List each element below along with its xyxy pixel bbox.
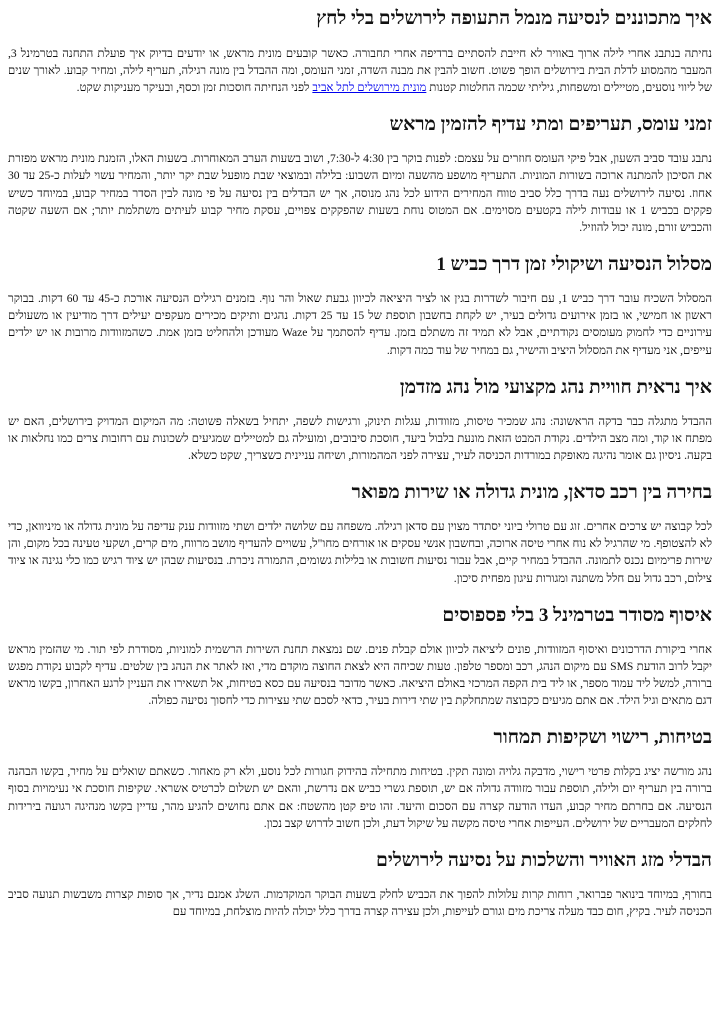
section-body-driver-experience: ההבדל מתגלה כבר בדקה הראשונה: נהג שמכיר טיסות, מזוודות, עגלות תינוק, ורגישות לשפה, יתחיל בשאלה פשוטה: מה המיקום המדויק בירושלים, האם יש מפתח או קוד, ומה מצב הילדים. נקודת המבט הזאת מונעת בלבול ביעד, חוסכת סיבובים, ומועילה גם למטיילים שמגיעים לשכונות עם רחובות צרים כמו נחלאות או בקעה. ניסיון גם אומר נהיגה מאופקת במורדות הכניסה לעיר, עצירה לפני המהמורות, ושיחה עניינית כשצריך, שקט כשלא. — [8, 414, 712, 463]
intro-text-before-link: נחיתה בנתבג אחרי לילה ארוך באוויר לא חייבת להסתיים ברדיפה אחרי תחבורה. כאשר קובעים מונית מראש, או יודעים בדיוק איך פועלת התחנה בטרמינל 3, המעבר מהמסוע לדלת הבית בירושלים הופך פשוט. חשוב להבין את מבנה השדה, זמני העומס, ומה ההבדל בין מונה רגילה, תעריף לילה, ומחיר קבוע. לאורך שנים של ליווי נוסעים, מטיילים ומשפחות, גיליתי שכמה החלטות קטנות — [8, 46, 712, 95]
intro-text-after-link: לפני הנחיתה חוסכות זמן וכסף, ובעיקר מעניקות שקט. — [76, 81, 313, 95]
taxi-jerusalem-tel-aviv-link[interactable]: מונית מירושלים לתל אביב — [312, 81, 427, 95]
section-body-weather: בחורף, במיוחד בינואר פברואר, רוחות קרות עלולות להפוך את הכביש לחלק בשעות הבוקר המוקדמות. השלג אמנם נדיר, אך סופות קצרות משבשות תנועה סביב הכניסה לעיר. בקיץ, חום כבד מעלה צריכת מים וגורם לעייפות, ולכן עצירה קצרה בדרך כלל יכולה להיות מוצלחת, במיוחד עם — [8, 887, 712, 919]
section-heading-weather: הבדלי מזג האוויר והשלכות על נסיעה לירושלים — [376, 850, 712, 872]
section-body-terminal-pickup: אחרי ביקורת הדרכונים ואיסוף המזוודות, פונים ליציאה לכיוון אולם קבלת פנים. שם נמצאת תחנת השירות הרשמית למוניות, מסודרת לפי תור. מי שהזמין מראש יקבל לרוב הודעת SMS עם מיקום הנהג, רכב ומספר טלפון. טעות שכיחה היא לצאת החוצה מוקדם מדי, ואז לאתר את הנהג בין שלטים. עדיף לקבוע נקודת מפגש ברורה, למשל ליד עמוד מספר, או ליד בית הקפה המרכזי באולם היציאה. כאשר מדובר בנסיעה עם כסא בטיחות, אל תשאירו את העניין לרגע האחרון, בקשו מראש דגם מתאים וגיל הילד. אם אתם מגיעים כקבוצה שמתחלקת בין שתי דירות בעיר, כדאי לסכם שתי עצירות כדי לחסוך נסיעה כפולה. — [8, 642, 713, 708]
section-heading-terminal-pickup: איסוף מסודר בטרמינל 3 בלי פספוסים — [442, 604, 712, 626]
page-title: איך מתכוננים לנסיעה מנמל התעופה לירושלים בלי לחץ — [316, 8, 712, 29]
section-body-safety: נהג מורשה יציג בקלות פרטי רישוי, מדבקה גלויה ומונה תקין. בטיחות מתחילה בהידוק חגורות לכל נוסע, ולא רק מאחור. כשאתם שואלים על מחיר, בקשו הבהנה ברורה בין תעריף יום ולילה, תוספת עבור מזוודה גדולה אם יש, תוספת גשרי כביש אם נדרשת, והאם יש תשלום לכרטיס אשראי. שקיפות חוסכת אי נעימויות בסוף הנסיעה. אם בחרתם מחיר קבוע, העדו הודעה קצרה עם הסכום והיעד. זהו טיפ קטן מהשטח: אם אתם נחושים להגיע מהר, עדיין בקשו מנהיגה רגועה בירידות לחלקים המעבריים של ירושלים. העייפות אחרי טיסה מקשה על שיקול דעת, ולכן חשוב לדרוש קצב נכון. — [8, 765, 712, 830]
section-heading-vehicle-choice: בחירה בין רכב סדאן, מונית גדולה או שירות מפואר — [351, 482, 712, 504]
section-body-vehicle-choice: לכל קבוצה יש צרכים אחרים. זוג עם טרולי ביוני יסתדר מצוין עם סדאן רגילה. משפחה עם שלושה ילדים ושתי מזוודות ענק עדיפה על מונית גדולה או מיניוואן, כדי לא להצטופף. מי שהרגיל לא נוח אחרי טיסה ארוכה, ובחשבון אנשי עסקים או אורחים מחו"ל, עשויים להעדיף מושב מרווח, מים קרים, ושקעי טעינה בכל מקום, והן שירות פרימיום נכנס לתמונה. ההבדל במחיר קיים, אבל עבור נסיעות חשובות או בלילות גשומים, התמורה ניכרת. בנסיעות שבהן יש ציוד רגיש כמו כלי נגינה או ציוד צילום, רכב גדול עם חלל משתנה ומגורות עיגון מפחית סיכון. — [8, 520, 712, 585]
section-heading-peak-times: זמני עומס, תעריפים ומתי עדיף להזמין מראש — [389, 114, 712, 136]
intro-paragraph — [8, 45, 712, 97]
section-body-route: המסלול השכיח עובר דרך כביש 1, עם חיבור לשדרות בגין או לציר היציאה לכיוון גבעת שאול והר נוף. בזמנים רגילים הנסיעה אורכת כ-45 עד 60 דקות. בבוקר ראשון או חמישי, או בזמן אירועים גדולים בעיר, יש לקחת בחשבון תוספת של 15 עד 25 דקות. נהגים ותיקים מכירים מעקפים יעילים דרך מודיעין או משעולים עירוניים כדי לחמוק מעומסים נקודתיים, אבל לא תמיד זה משתלם בזמן. עדיף להסתמך על Waze מעודכן ולהחליט בזמן אמת. כשהמזוודות מרובות או יש ילדים עייפים, אני מעדיף את המסלול היציב והישיר, גם במחיר של עוד כמה דקות. — [8, 292, 713, 357]
section-heading-route: מסלול הנסיעה ושיקולי זמן דרך כביש 1 — [436, 254, 712, 276]
section-heading-driver-experience: איך נראית חוויית נהג מקצועי מול נהג מזדמן — [399, 376, 712, 398]
section-body-peak-times: נתבג עובד סביב השעון, אבל פיקי העומס חוזרים על עצמם: לפנות בוקר בין 4:30 ל-7:30, ושוב בשעות הערב המאוחרות. בשעות האלו, הזמנת מונית מראש מפזרת את הסיכון להמתנה ארוכה בשורות המוניות. התעריף מושפע מהשעה ומיום השבוע: בלילה ובמוצאי שבת מופעל שבת יקר יותר, והמחיר עשוי לעלות כ-25 עד 30 אחוז. נסיעה לירושלים נעה בדרך כלל סביב טווח המחירים הידוע לכל נהג מנוסה, אך יש הבדלים בין נסיעה על פי מונה לבין הסדר במחיר קבוע, במיוחד כשיש פקקים בכביש 1 או עבודות לילה בקטעים מסוימים. אם המטוס נוחת בשעות שהפקקים צפויים, עסקת מחיר קבוע לעיתים משתלמת יותר; אם השעה שקטה והכביש זורם, מונה יכול להוזיל. — [8, 152, 712, 235]
section-heading-safety: בטיחות, רישוי ושקיפות תמחור — [493, 727, 712, 749]
